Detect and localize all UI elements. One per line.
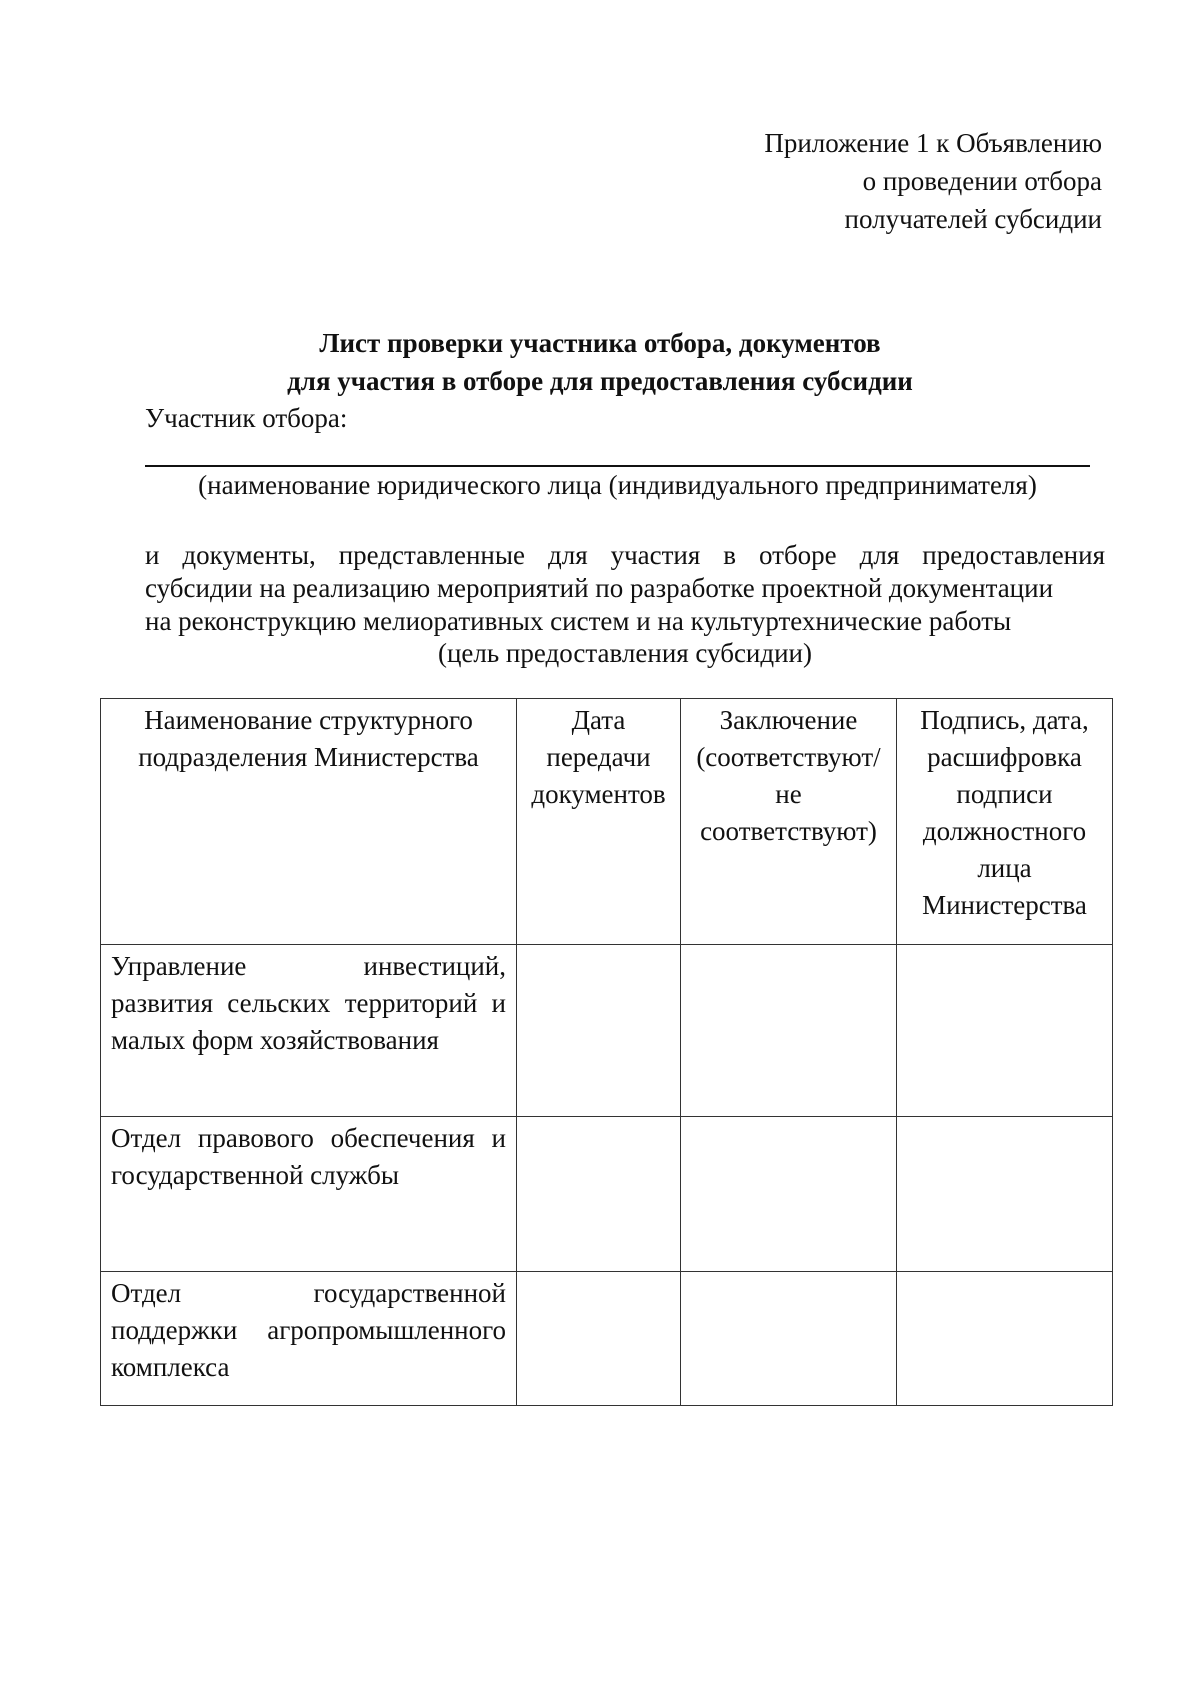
department-name-line: комплекса	[111, 1352, 230, 1382]
header-signature-line: лица	[977, 853, 1032, 883]
header-date-line: документов	[531, 779, 666, 809]
conclusion-cell[interactable]	[681, 945, 897, 1117]
header-department	[101, 699, 517, 945]
header-conclusion-line: (соответствуют/	[696, 742, 881, 772]
signature-cell[interactable]	[897, 1117, 1113, 1272]
conclusion-cell[interactable]	[681, 1117, 897, 1272]
header-conclusion-line: соответствуют)	[700, 816, 877, 846]
signature-cell[interactable]	[897, 945, 1113, 1117]
department-name-line: Отдел правового обеспечения и	[111, 1123, 506, 1153]
department-name-line: развития сельских территорий и	[111, 988, 506, 1018]
title-line-2: для участия в отборе для предоставления субсидии	[287, 366, 913, 396]
header-signature-line: расшифровка	[927, 742, 1082, 772]
table-row	[101, 1272, 1113, 1406]
department-name-line: Управление инвестиций,	[111, 951, 506, 981]
signature-cell[interactable]	[897, 1272, 1113, 1406]
table-row	[101, 945, 1113, 1117]
header-conclusion	[681, 699, 897, 945]
appendix-line-3: получателей субсидии	[844, 204, 1102, 234]
documents-paragraph	[145, 539, 1105, 638]
department-cell	[101, 1117, 517, 1272]
transfer-date-cell[interactable]	[517, 1272, 681, 1406]
department-name-line: Отдел государственной	[111, 1278, 506, 1308]
title-line-1: Лист проверки участника отбора, документов	[319, 328, 881, 358]
header-department-line: Наименование структурного	[144, 705, 473, 735]
header-signature-line: должностного	[922, 816, 1087, 846]
header-signature	[897, 699, 1113, 945]
header-conclusion-line: не	[775, 779, 802, 809]
department-cell	[101, 1272, 517, 1406]
header-conclusion-line: Заключение	[719, 705, 858, 735]
conclusion-cell[interactable]	[681, 1272, 897, 1406]
table-row	[101, 1117, 1113, 1272]
transfer-date-cell[interactable]	[517, 1117, 681, 1272]
transfer-date-cell[interactable]	[517, 945, 681, 1117]
appendix-note	[764, 124, 1102, 238]
table-header-row	[101, 699, 1113, 945]
participant-caption: (наименование юридического лица (индивидуального предпринимателя)	[198, 470, 1037, 500]
department-name-line: государственной службы	[111, 1160, 399, 1190]
header-date-line: Дата	[571, 705, 626, 735]
department-name-line: малых форм хозяйствования	[111, 1025, 439, 1055]
header-department-line: подразделения Министерства	[138, 742, 479, 772]
paragraph-line-2: субсидии на реализацию мероприятий по разработке проектной документации	[145, 573, 1054, 603]
appendix-line-1: Приложение 1 к Объявлению	[764, 128, 1102, 158]
paragraph-line-1: и документы, представленные для участия в отборе для предоставления	[145, 540, 1105, 570]
purpose-caption: (цель предоставления субсидии)	[437, 638, 813, 668]
header-signature-line: подписи	[956, 779, 1053, 809]
header-signature-line: Министерства	[922, 890, 1087, 920]
check-table	[100, 698, 1113, 1406]
department-cell	[101, 945, 517, 1117]
header-transfer-date	[517, 699, 681, 945]
document-title	[100, 324, 1100, 400]
paragraph-line-3: на реконструкцию мелиоративных систем и на культуртехнические работы	[145, 606, 1012, 636]
appendix-line-2: о проведении отбора	[862, 166, 1102, 196]
participant-label: Участник отбора:	[145, 403, 348, 433]
header-date-line: передачи	[546, 742, 651, 772]
department-name-line: поддержки агропромышленного	[111, 1315, 506, 1345]
header-signature-line: Подпись, дата,	[920, 705, 1089, 735]
